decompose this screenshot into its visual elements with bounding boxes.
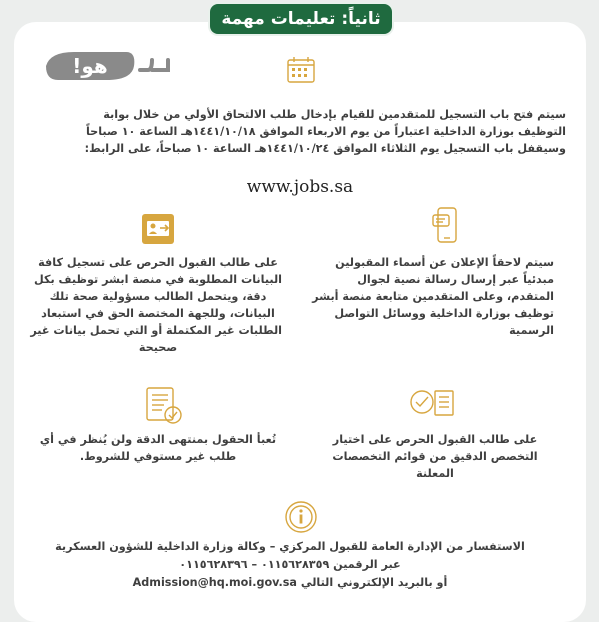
announce-line: الرسمية <box>509 324 554 337</box>
calendar-icon <box>286 56 316 88</box>
brand-logo <box>44 46 172 86</box>
contact-line: الاستفسار من الإدارة العامة للقبول المركزي – وكالة وزارة الداخلية للشؤون العسكرية <box>55 540 525 553</box>
page-title: ثانياً: تعليمات مهمة <box>210 4 392 34</box>
contact-info <box>40 538 540 592</box>
info-icon <box>284 500 318 538</box>
specialty-line: على طالب القبول الحرص على اختيار <box>332 433 538 446</box>
phone-message-icon <box>430 206 464 250</box>
register-line: صحيحة <box>138 341 178 354</box>
announce-line: توظيف بوزارة الداخلية ووسائل التواصل <box>334 307 554 320</box>
specialty-line: التخصص الدقيق من قوائم التخصصات <box>332 450 538 463</box>
announce-line: مبدئياً عبر إرسال رسالة نصية لجوال <box>357 273 554 286</box>
announce-line: سيتم لاحقاً الإعلان عن أسماء المقبولين <box>335 256 554 269</box>
announcement-text <box>312 254 554 339</box>
register-line: البيانات، وللجهة المختصة الحق في استبعاد <box>41 307 275 320</box>
jobs-link[interactable]: www.jobs.sa <box>246 177 354 197</box>
contact-phones: عبر الرقمين ٠١١٥٦٢٨٣٥٩ – ٠١١٥٦٢٨٣٩٦ <box>179 558 401 571</box>
fields-line: تُعبأ الحقول بمنتهى الدقة ولن يُنظر في أي <box>39 433 277 446</box>
register-line: البيانات المطلوبة في منصة ابشر توظيف بكل <box>33 273 282 286</box>
notice-line: التوظيف بوزارة الداخلية اعتباراً من يوم الاربعاء الموافق ١٤٤١/١٠/١٨هـ الساعة ١٠ صباحاً <box>85 125 566 138</box>
notice-line: وسيقفل باب التسجيل يوم الثلاثاء الموافق ١٤٤١/١٠/٢٤هـ الساعة ١٠ صباحاً، على الرابط: <box>84 142 566 155</box>
registration-notice <box>36 106 566 157</box>
specialty-instruction <box>316 431 554 482</box>
specialty-line: المعلنة <box>416 467 454 480</box>
fields-instruction <box>34 431 282 465</box>
notice-line: سيتم فتح باب التسجيل للمتقدمين للقيام بإدخال طلب الالتحاق الأولي من خلال بوابة <box>103 108 566 121</box>
register-line: على طالب القبول الحرص على تسجيل كافة <box>38 256 278 269</box>
form-check-icon <box>144 386 184 430</box>
announce-line: المتقدم، وعلى المتقدمين متابعة منصة أبشر <box>312 290 554 303</box>
register-line: دقة، ويتحمل الطالب مسؤولية صحة تلك <box>49 290 267 303</box>
contact-email[interactable]: أو بالبريد الإلكتروني التالي Admission@hq.moi.gov.sa <box>132 576 448 589</box>
fields-line: طلب غير مستوفي للشروط. <box>79 450 237 463</box>
register-line: الطلبات غير المكتملة أو التي تحمل بيانات غير <box>30 324 282 337</box>
checklist-icon <box>408 385 456 423</box>
svg-text:هو!: هو! <box>72 54 108 78</box>
id-card-icon <box>141 213 175 249</box>
registration-requirements <box>30 254 282 356</box>
